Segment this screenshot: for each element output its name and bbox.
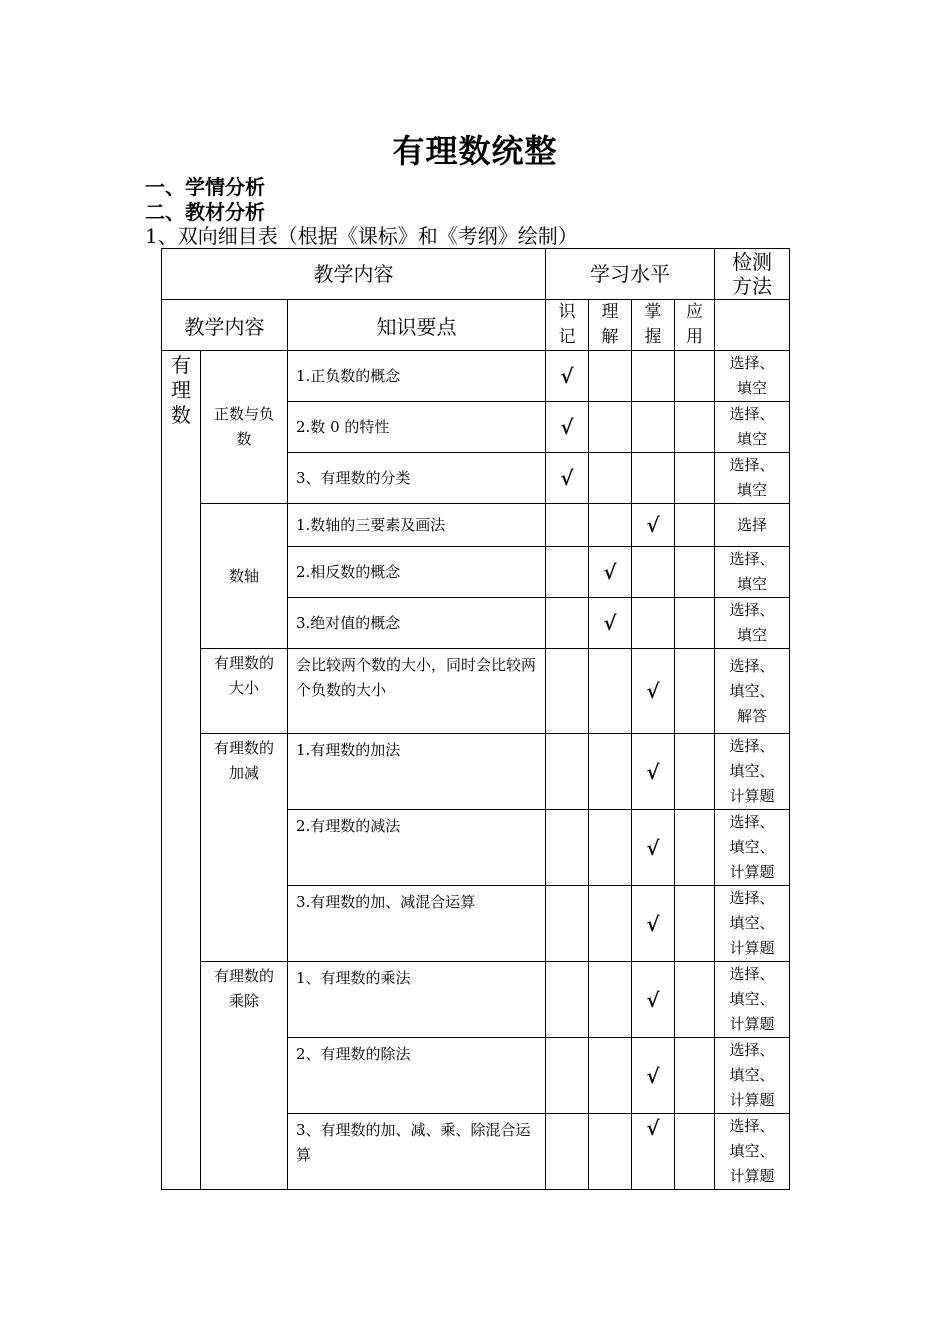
level-cell (589, 734, 632, 810)
level-cell (675, 351, 715, 402)
check-mark: √ (632, 504, 675, 547)
level-cell (675, 1114, 715, 1190)
level-cell (589, 886, 632, 962)
level-cell (589, 1114, 632, 1190)
section-heading-1: 一、学情分析 (145, 175, 265, 199)
header-teaching-content: 教学内容 (162, 249, 546, 300)
level-memorize: 识记 (546, 300, 589, 351)
subtopic-cell: 数轴 (201, 504, 288, 649)
check-mark: √ (546, 402, 589, 453)
level-cell (546, 649, 589, 734)
check-mark: √ (632, 1114, 675, 1190)
level-cell (675, 547, 715, 598)
test-method: 选择、填空、计算题 (715, 1038, 790, 1114)
level-cell (589, 649, 632, 734)
level-cell (675, 962, 715, 1038)
level-cell (675, 453, 715, 504)
knowledge-point: 2.有理数的减法 (288, 810, 546, 886)
test-method: 选择、填空、计算题 (715, 1114, 790, 1190)
page-title: 有理数统整 (392, 132, 558, 170)
level-cell (546, 886, 589, 962)
check-mark: √ (632, 734, 675, 810)
knowledge-point: 3.有理数的加、减混合运算 (288, 886, 546, 962)
test-method: 选择、填空 (715, 547, 790, 598)
level-apply: 应用 (675, 300, 715, 351)
level-cell (589, 962, 632, 1038)
knowledge-point: 3、有理数的分类 (288, 453, 546, 504)
check-mark: √ (589, 598, 632, 649)
test-method: 选择、填空、计算题 (715, 886, 790, 962)
check-mark: √ (632, 649, 675, 734)
header-learning-level: 学习水平 (546, 249, 715, 300)
level-cell (589, 504, 632, 547)
level-cell (589, 1038, 632, 1114)
test-method: 选择、填空 (715, 402, 790, 453)
knowledge-point: 3.绝对值的概念 (288, 598, 546, 649)
empty-cell (715, 300, 790, 351)
test-method: 选择、填空、计算题 (715, 734, 790, 810)
level-master: 掌握 (632, 300, 675, 351)
level-cell (589, 810, 632, 886)
check-mark: √ (632, 962, 675, 1038)
check-mark: √ (632, 886, 675, 962)
level-cell (546, 1114, 589, 1190)
subheader-teaching-content: 教学内容 (162, 300, 288, 351)
knowledge-point: 1.数轴的三要素及画法 (288, 504, 546, 547)
level-cell (589, 453, 632, 504)
level-cell (632, 402, 675, 453)
check-mark: √ (632, 810, 675, 886)
check-mark: √ (589, 547, 632, 598)
test-method: 选择、填空 (715, 351, 790, 402)
level-cell (675, 734, 715, 810)
level-cell (675, 810, 715, 886)
level-cell (632, 547, 675, 598)
level-cell (675, 504, 715, 547)
knowledge-point: 1、有理数的乘法 (288, 962, 546, 1038)
two-way-detail-table (161, 248, 790, 1190)
section-heading-2: 二、教材分析 (145, 200, 265, 224)
knowledge-point: 2、有理数的除法 (288, 1038, 546, 1114)
knowledge-point: 会比较两个数的大小，同时会比较两个负数的大小 (288, 649, 546, 734)
level-understand: 理解 (589, 300, 632, 351)
test-method: 选择、填空、计算题 (715, 962, 790, 1038)
subtopic-cell: 正数与负数 (201, 351, 288, 504)
test-method: 选择、填空 (715, 453, 790, 504)
level-cell (546, 547, 589, 598)
subheader-knowledge-points: 知识要点 (288, 300, 546, 351)
level-cell (675, 649, 715, 734)
knowledge-point: 1.正负数的概念 (288, 351, 546, 402)
level-cell (589, 351, 632, 402)
subtopic-cell: 有理数的大小 (201, 649, 288, 734)
test-method: 选择、填空 (715, 598, 790, 649)
knowledge-point: 1.有理数的加法 (288, 734, 546, 810)
level-cell (675, 402, 715, 453)
test-method: 选择、填空、计算题 (715, 810, 790, 886)
check-mark: √ (546, 453, 589, 504)
level-cell (546, 962, 589, 1038)
topic-cell: 有理数 (162, 351, 201, 1190)
level-cell (546, 734, 589, 810)
header-test-method: 检测方法 (715, 249, 790, 300)
subtopic-cell: 有理数的加减 (201, 734, 288, 962)
level-cell (546, 1038, 589, 1114)
test-method: 选择、填空、解答 (715, 649, 790, 734)
level-cell (675, 886, 715, 962)
level-cell (546, 810, 589, 886)
level-cell (675, 1038, 715, 1114)
knowledge-point: 2.数 0 的特性 (288, 402, 546, 453)
subtopic-cell: 有理数的乘除 (201, 962, 288, 1190)
level-cell (632, 351, 675, 402)
check-mark: √ (632, 1038, 675, 1114)
level-cell (546, 598, 589, 649)
level-cell (632, 453, 675, 504)
level-cell (632, 598, 675, 649)
knowledge-point: 3、有理数的加、减、乘、除混合运算 (288, 1114, 546, 1190)
table-intro: 1、双向细目表（根据《课标》和《考纲》绘制） (145, 224, 578, 248)
test-method: 选择 (715, 504, 790, 547)
level-cell (589, 402, 632, 453)
check-mark: √ (546, 351, 589, 402)
level-cell (546, 504, 589, 547)
level-cell (675, 598, 715, 649)
knowledge-point: 2.相反数的概念 (288, 547, 546, 598)
